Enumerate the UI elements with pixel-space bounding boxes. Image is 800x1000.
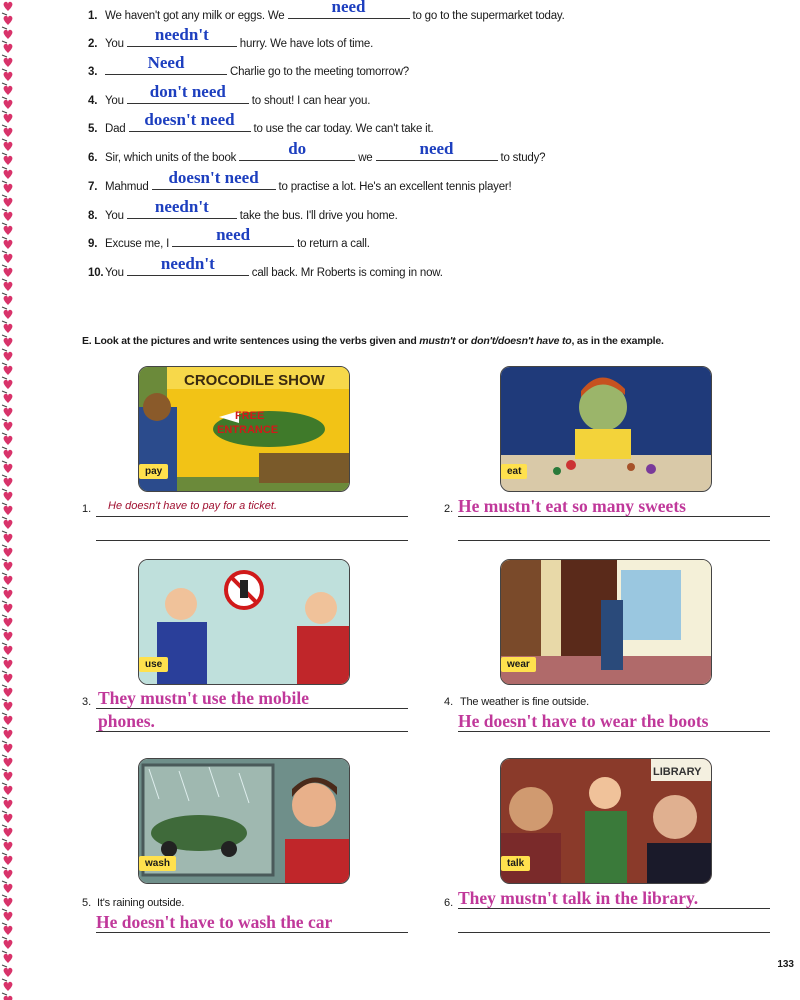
stitch-ornament [2, 769, 7, 771]
answer-blank[interactable] [127, 25, 237, 47]
heart-ornament [4, 940, 13, 949]
stitch-ornament [2, 881, 7, 883]
exercise-d-line [88, 168, 512, 193]
sentence-text: Dad [105, 123, 129, 135]
stitch-ornament [2, 293, 7, 295]
stitch-ornament [2, 41, 7, 43]
heart-ornament [4, 548, 13, 557]
heart-ornament [4, 506, 13, 515]
heart-ornament [4, 926, 13, 935]
handwritten-answer: need [419, 139, 454, 158]
sentence-text: Charlie go to the meeting tomorrow? [227, 66, 410, 78]
heart-ornament [4, 422, 13, 431]
handwritten-answer: do [288, 139, 307, 158]
heart-ornament [4, 534, 13, 543]
sentence-text: take the bus. I'll drive you home. [236, 210, 398, 222]
heart-ornament [4, 660, 13, 669]
heart-ornament [4, 632, 13, 641]
stitch-ornament [2, 307, 7, 309]
handwritten-answer: need [216, 225, 251, 244]
heart-ornament [4, 562, 13, 571]
verb-tag: eat [501, 464, 527, 479]
answer-blank[interactable] [127, 254, 249, 276]
heart-ornament [4, 870, 13, 879]
stitch-ornament [2, 503, 7, 505]
item-number: 10. [88, 267, 104, 279]
handwritten-answer: needn't [154, 197, 209, 216]
handwritten-answer: doesn't need [144, 110, 235, 129]
heart-ornament [4, 436, 13, 445]
stitch-ornament [2, 223, 7, 225]
heart-ornament [4, 800, 13, 809]
stitch-ornament [2, 783, 7, 785]
sentence-text: to use the car today. We can't take it. [250, 123, 434, 135]
page-number: 133 [777, 959, 794, 970]
picture-doorway [500, 559, 712, 685]
heart-ornament [4, 310, 13, 319]
sentence-text: You [105, 267, 127, 279]
stitch-ornament [2, 923, 7, 925]
heart-ornament [4, 828, 13, 837]
stitch-ornament [2, 349, 7, 351]
heart-ornament [4, 58, 13, 67]
item-number: 1. [82, 503, 92, 515]
stitch-ornament [2, 643, 7, 645]
heart-ornament [4, 16, 13, 25]
heart-ornament [4, 576, 13, 585]
stitch-ornament [2, 727, 7, 729]
item-number: 8. [88, 210, 98, 222]
exercise-e-heading: E. Look at the pictures and write sentences using the verbs given and mustn't or don't/doesn't have to, as in the example. [82, 335, 664, 347]
answer-blank[interactable] [239, 139, 355, 161]
answer-blank[interactable] [127, 82, 249, 104]
heart-ornament [4, 156, 13, 165]
stitch-ornament [2, 69, 7, 71]
item-number: 4. [88, 95, 98, 107]
heart-ornament [4, 184, 13, 193]
item-number: 3. [82, 696, 92, 708]
item-number: 6. [88, 152, 98, 164]
handwritten-answer: doesn't need [168, 168, 259, 187]
heart-ornament [4, 226, 13, 235]
stitch-ornament [2, 461, 7, 463]
heart-ornament [4, 478, 13, 487]
answer-6: They mustn't talk in the library. [458, 888, 699, 908]
heart-ornament [4, 996, 13, 1000]
stitch-ornament [2, 853, 7, 855]
stitch-ornament [2, 405, 7, 407]
heart-ornament [4, 982, 13, 991]
verb-tag: talk [501, 856, 530, 871]
heart-ornament [4, 646, 13, 655]
heart-ornament [4, 912, 13, 921]
answer-3-line2: phones. [98, 711, 155, 731]
handwritten-answer: don't need [149, 82, 226, 101]
stitch-ornament [2, 895, 7, 897]
heart-ornament [4, 128, 13, 137]
heart-ornament [4, 408, 13, 417]
heart-ornament [4, 30, 13, 39]
picture-rainy-car [138, 758, 350, 884]
stitch-ornament [2, 111, 7, 113]
heart-ornament [4, 212, 13, 221]
stitch-ornament [2, 475, 7, 477]
verb-tag: wash [139, 856, 176, 871]
stitch-ornament [2, 867, 7, 869]
sentence-text: to shout! I can hear you. [248, 95, 371, 107]
item-number: 1. [88, 10, 98, 22]
exercise-d-line [88, 0, 565, 22]
sentence-text: We haven't got any milk or eggs. We [105, 10, 288, 22]
stitch-ornament [2, 167, 7, 169]
stitch-ornament [2, 699, 7, 701]
heart-ornament [4, 86, 13, 95]
heart-ornament [4, 198, 13, 207]
stitch-ornament [2, 419, 7, 421]
stitch-ornament [2, 447, 7, 449]
picture-library [500, 758, 712, 884]
sentence-text: hurry. We have lots of time. [236, 38, 374, 50]
sign-free: FREE [235, 410, 265, 422]
heart-ornament [4, 618, 13, 627]
sentence-text: You [105, 210, 127, 222]
answer-blank[interactable] [129, 110, 251, 132]
heart-ornament [4, 296, 13, 305]
stitch-ornament [2, 265, 7, 267]
stitch-ornament [2, 279, 7, 281]
sentence-text: Excuse me, I [105, 238, 173, 250]
stitch-ornament [2, 951, 7, 953]
stitch-ornament [2, 797, 7, 799]
heart-ornament [4, 254, 13, 263]
sign-title: CROCODILE SHOW [184, 372, 325, 389]
stitch-ornament [2, 545, 7, 547]
sentence-text: Sir, which units of the book [105, 152, 240, 164]
answer-blank[interactable] [127, 197, 237, 219]
sentence-text: call back. Mr Roberts is coming in now. [248, 267, 443, 279]
stitch-ornament [2, 657, 7, 659]
picture-eating-sweets [500, 366, 712, 492]
exercise-d-line [88, 254, 443, 279]
heart-ornament [4, 744, 13, 753]
heart-ornament [4, 282, 13, 291]
stitch-ornament [2, 209, 7, 211]
heart-ornament [4, 366, 13, 375]
verb-tag: wear [501, 657, 536, 672]
heart-ornament [4, 170, 13, 179]
stitch-ornament [2, 377, 7, 379]
heart-ornament [4, 688, 13, 697]
heart-ornament [4, 590, 13, 599]
stitch-ornament [2, 825, 7, 827]
answer-blank[interactable] [105, 53, 227, 75]
heart-ornament [4, 492, 13, 501]
stitch-ornament [2, 979, 7, 981]
heart-ornament [4, 2, 13, 11]
picture-crocodile-show [138, 366, 350, 492]
answer-blank[interactable] [376, 139, 498, 161]
heart-ornament [4, 142, 13, 151]
heart-ornament [4, 674, 13, 683]
answer-2: He mustn't eat so many sweets [458, 496, 686, 516]
heart-ornament [4, 730, 13, 739]
item-number: 6. [444, 897, 454, 909]
stitch-ornament [2, 13, 7, 15]
heart-ornament [4, 604, 13, 613]
heart-ornament [4, 856, 13, 865]
item-number: 5. [82, 897, 92, 909]
sentence-text: You [105, 95, 127, 107]
stitch-ornament [2, 601, 7, 603]
heart-ornament [4, 814, 13, 823]
heart-ornament [4, 842, 13, 851]
stitch-ornament [2, 629, 7, 631]
stitch-ornament [2, 517, 7, 519]
stitch-ornament [2, 433, 7, 435]
exercise-d-line [88, 82, 371, 107]
context-4: The weather is fine outside. [460, 696, 589, 708]
heart-ornament [4, 100, 13, 109]
stitch-ornament [2, 139, 7, 141]
stitch-ornament [2, 909, 7, 911]
exercise-d-line [88, 197, 398, 222]
stitch-ornament [2, 993, 7, 995]
answer-blank[interactable] [152, 168, 276, 190]
item-number: 9. [88, 238, 98, 250]
heart-ornament [4, 338, 13, 347]
heart-ornament [4, 464, 13, 473]
answer-blank[interactable] [288, 0, 410, 19]
heart-ornament [4, 240, 13, 249]
exercise-d-line [88, 225, 370, 250]
verb-tag: pay [139, 464, 168, 479]
heart-ornament [4, 352, 13, 361]
heart-ornament [4, 450, 13, 459]
heart-ornament [4, 324, 13, 333]
item-number: 3. [88, 66, 98, 78]
item-number: 2. [444, 503, 454, 515]
stitch-ornament [2, 335, 7, 337]
answer-4: He doesn't have to wear the boots [458, 711, 709, 731]
heart-ornament [4, 772, 13, 781]
stitch-ornament [2, 125, 7, 127]
item-number: 5. [88, 123, 98, 135]
context-5: It's raining outside. [97, 897, 185, 909]
stitch-ornament [2, 363, 7, 365]
sentence-text: to practise a lot. He's an excellent tennis player! [275, 181, 512, 193]
sentence-text: to study? [497, 152, 546, 164]
heart-ornament [4, 786, 13, 795]
stitch-ornament [2, 251, 7, 253]
stitch-ornament [2, 755, 7, 757]
verb-tag: use [139, 657, 168, 672]
stitch-ornament [2, 27, 7, 29]
stitch-ornament [2, 55, 7, 57]
stitch-ornament [2, 153, 7, 155]
heart-ornament [4, 72, 13, 81]
heart-ornament [4, 44, 13, 53]
stitch-ornament [2, 615, 7, 617]
stitch-ornament [2, 741, 7, 743]
heart-ornament [4, 380, 13, 389]
stitch-ornament [2, 83, 7, 85]
item-number: 2. [88, 38, 98, 50]
heart-ornament [4, 394, 13, 403]
stitch-ornament [2, 671, 7, 673]
heart-ornament [4, 520, 13, 529]
sentence-text: Mahmud [105, 181, 152, 193]
stitch-ornament [2, 811, 7, 813]
exercise-d-line [88, 139, 546, 164]
answer-blank[interactable] [172, 225, 294, 247]
stitch-ornament [2, 937, 7, 939]
heart-ornament [4, 758, 13, 767]
stitch-ornament [2, 839, 7, 841]
item-number: 4. [444, 696, 454, 708]
stitch-ornament [2, 321, 7, 323]
stitch-ornament [2, 573, 7, 575]
stitch-ornament [2, 97, 7, 99]
sentence-text: You [105, 38, 127, 50]
stitch-ornament [2, 685, 7, 687]
answer-3-line1: They mustn't use the mobile [98, 688, 309, 708]
sentence-text: we [355, 152, 376, 164]
sentence-text: to go to the supermarket today. [409, 10, 565, 22]
heart-ornament [4, 114, 13, 123]
exercise-d-line [88, 53, 410, 78]
handwritten-answer: Need [147, 53, 185, 72]
sign-entrance: ENTRANCE [217, 424, 279, 436]
heart-ornament [4, 968, 13, 977]
sign-library: LIBRARY [653, 766, 702, 778]
stitch-ornament [2, 181, 7, 183]
heart-ornament [4, 702, 13, 711]
exercise-d-line [88, 25, 374, 50]
sentence-text: to return a call. [294, 238, 370, 250]
decorative-border [0, 0, 16, 1000]
stitch-ornament [2, 237, 7, 239]
picture-mobile-phones [138, 559, 350, 685]
stitch-ornament [2, 559, 7, 561]
stitch-ornament [2, 531, 7, 533]
stitch-ornament [2, 587, 7, 589]
stitch-ornament [2, 713, 7, 715]
item-number: 7. [88, 181, 98, 193]
example-sentence: He doesn't have to pay for a ticket. [108, 500, 278, 512]
exercise-d-line [88, 110, 434, 135]
heart-ornament [4, 898, 13, 907]
stitch-ornament [2, 489, 7, 491]
handwritten-answer: needn't [154, 25, 209, 44]
stitch-ornament [2, 965, 7, 967]
handwritten-answer: needn't [160, 254, 215, 273]
stitch-ornament [2, 391, 7, 393]
answer-5: He doesn't have to wash the car [96, 912, 333, 932]
heart-ornament [4, 954, 13, 963]
heart-ornament [4, 716, 13, 725]
heart-ornament [4, 268, 13, 277]
stitch-ornament [2, 195, 7, 197]
handwritten-answer: need [331, 0, 366, 16]
heart-ornament [4, 884, 13, 893]
